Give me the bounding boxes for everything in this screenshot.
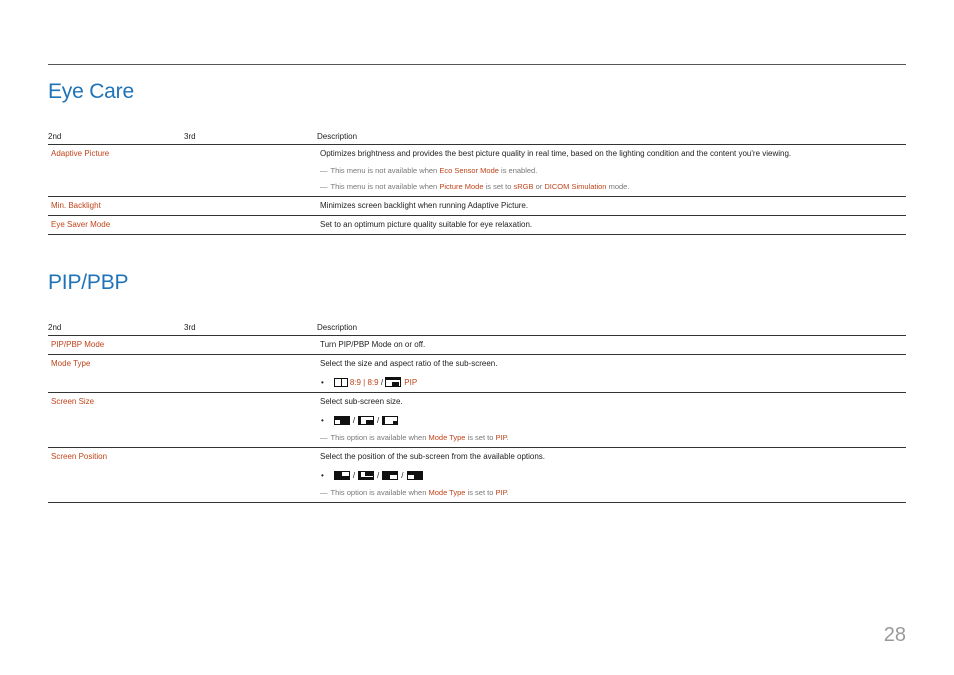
bullet: • xyxy=(321,470,324,480)
menu-item-adaptive-picture[interactable]: Adaptive Picture xyxy=(48,145,184,197)
header-3rd: 3rd xyxy=(184,131,317,145)
slash-separator: / xyxy=(377,470,380,480)
note xyxy=(320,182,906,192)
description-text: Set to an optimum picture quality suitable for eye relaxation. xyxy=(317,216,906,235)
note-text: is set to xyxy=(465,488,496,497)
note xyxy=(320,488,906,498)
note-dash: ― xyxy=(320,166,328,175)
option-8-9-first: 8:9 xyxy=(349,377,361,387)
option-separator: | xyxy=(360,377,368,387)
section-title-pip-pbp: PIP/PBP xyxy=(48,271,129,294)
third-level-cell xyxy=(184,355,317,393)
page-number: 28 xyxy=(883,624,906,646)
note-dash: ― xyxy=(320,488,328,497)
bullet: • xyxy=(321,377,324,387)
slash-separator: / xyxy=(401,470,404,480)
table-row xyxy=(48,448,906,503)
position-top-left-icon xyxy=(334,471,350,480)
note-text: This option is available when xyxy=(330,433,429,442)
table-row xyxy=(48,336,906,355)
ref-mode-type: Mode Type xyxy=(428,488,466,497)
slash-separator: / xyxy=(377,415,380,425)
bullet: • xyxy=(321,415,324,425)
screen-position-options xyxy=(320,469,906,481)
table-header-row xyxy=(48,131,906,145)
note xyxy=(320,166,906,176)
ref-dicom-simulation: DICOM Simulation xyxy=(544,182,607,191)
ref-pip: PIP xyxy=(495,488,507,497)
ref-pip: PIP xyxy=(495,433,507,442)
section-title-eye-care: Eye Care xyxy=(48,80,134,103)
menu-item-min-backlight[interactable]: Min. Backlight xyxy=(48,197,184,216)
mode-type-options xyxy=(320,376,906,388)
note-text: or xyxy=(533,182,545,191)
note-text: mode. xyxy=(606,182,630,191)
third-level-cell xyxy=(184,197,317,216)
description-text: Select the size and aspect ratio of the sub-screen. xyxy=(320,359,498,368)
description-cell xyxy=(317,145,906,197)
table-row xyxy=(48,355,906,393)
description-text: Select the position of the sub-screen from the available options. xyxy=(320,452,546,461)
header-description: Description xyxy=(317,322,906,336)
screen-size-options xyxy=(320,414,906,426)
third-level-cell xyxy=(184,336,317,355)
option-pip: PIP xyxy=(404,377,418,387)
ref-picture-mode: Picture Mode xyxy=(439,182,484,191)
description-text: Select sub-screen size. xyxy=(320,397,403,406)
description-cell xyxy=(317,393,906,448)
description-cell xyxy=(317,355,906,393)
note-text: . xyxy=(506,488,509,497)
header-description: Description xyxy=(317,131,906,145)
note-text: is enabled. xyxy=(498,166,538,175)
table-header-row xyxy=(48,322,906,336)
ref-srgb: sRGB xyxy=(513,182,534,191)
description-text: Turn PIP/PBP Mode on or off. xyxy=(317,336,906,355)
size-large-icon xyxy=(334,416,350,425)
slash-separator: / xyxy=(352,470,356,480)
ref-eco-sensor-mode: Eco Sensor Mode xyxy=(439,166,499,175)
table-row xyxy=(48,393,906,448)
pip-icon xyxy=(385,377,401,387)
note-dash: ― xyxy=(320,433,328,442)
eye-care-table xyxy=(48,131,906,235)
description-text: Minimizes screen backlight when running Adaptive Picture. xyxy=(317,197,906,216)
note xyxy=(320,433,906,443)
note-dash: ― xyxy=(320,182,328,191)
menu-item-screen-position[interactable]: Screen Position xyxy=(48,448,184,503)
pbp-split-icon xyxy=(334,378,348,387)
third-level-cell xyxy=(184,448,317,503)
note-text: This menu is not available when xyxy=(330,182,440,191)
position-top-right-icon xyxy=(358,471,374,480)
position-bottom-right-icon xyxy=(407,471,423,480)
header-3rd: 3rd xyxy=(184,322,317,336)
menu-item-eye-saver-mode[interactable]: Eye Saver Mode xyxy=(48,216,184,235)
description-text: Optimizes brightness and provides the best picture quality in real time, based on the lighting condition and the content you're viewing. xyxy=(320,149,792,158)
note-text: is set to xyxy=(465,433,496,442)
option-8-9-second: 8:9 xyxy=(367,377,379,387)
pip-pbp-table xyxy=(48,322,906,503)
note-text: is set to xyxy=(483,182,514,191)
slash-separator: / xyxy=(352,415,356,425)
ref-mode-type: Mode Type xyxy=(428,433,466,442)
note-text: This menu is not available when xyxy=(330,166,440,175)
size-small-icon xyxy=(382,416,398,425)
position-bottom-left-icon xyxy=(382,471,398,480)
menu-item-mode-type[interactable]: Mode Type xyxy=(48,355,184,393)
note-text: This option is available when xyxy=(330,488,429,497)
menu-item-pip-pbp-mode[interactable]: PIP/PBP Mode xyxy=(48,336,184,355)
note-text: . xyxy=(506,433,509,442)
third-level-cell xyxy=(184,216,317,235)
description-cell xyxy=(317,448,906,503)
size-medium-icon xyxy=(358,416,374,425)
table-row xyxy=(48,197,906,216)
third-level-cell xyxy=(184,393,317,448)
top-rule xyxy=(48,64,906,65)
slash-separator: / xyxy=(378,377,386,387)
header-2nd: 2nd xyxy=(48,131,184,145)
third-level-cell xyxy=(184,145,317,197)
table-row xyxy=(48,145,906,197)
header-2nd: 2nd xyxy=(48,322,184,336)
menu-item-screen-size[interactable]: Screen Size xyxy=(48,393,184,448)
table-row xyxy=(48,216,906,235)
